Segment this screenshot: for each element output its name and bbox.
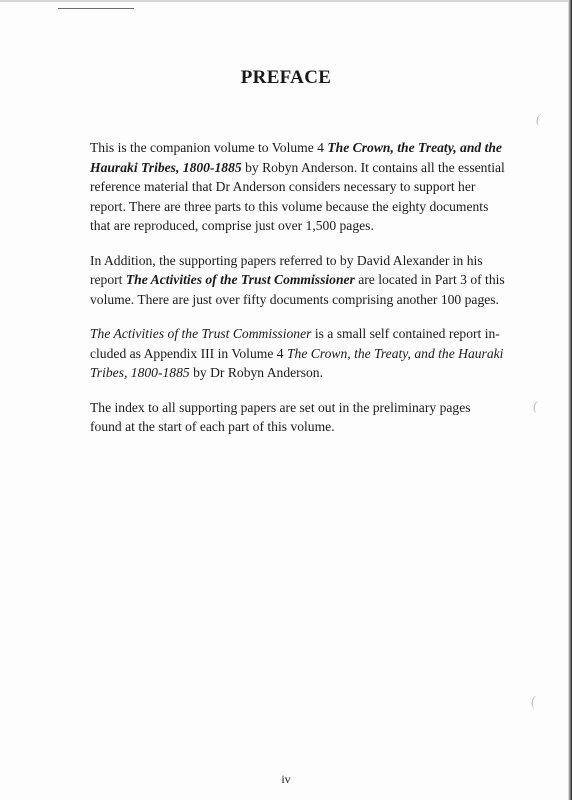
text-run: that are reproduced, comprise just over 1,500 pages.: [90, 218, 374, 233]
header-rule: [58, 8, 134, 9]
title-reference: The Crown, the Treaty, and the: [327, 140, 502, 155]
page-number: iv: [281, 772, 291, 786]
text-run: by Robyn Anderson. It contains all the essential: [241, 159, 505, 175]
text-run: The index to all supporting papers are set out in the preliminary pages: [90, 399, 471, 415]
title-reference: Hauraki Tribes, 1800-1885: [90, 159, 242, 175]
margin-mark: (: [533, 398, 538, 413]
title-reference: The Activities of the Trust Commissioner: [125, 272, 355, 287]
text-run: cluded as Appendix III in Volume 4: [90, 345, 287, 361]
paragraph: [90, 251, 530, 310]
margin-mark: (: [531, 693, 536, 708]
text-run: This is the companion volume to Volume 4: [90, 140, 328, 155]
text-run: In Addition, the supporting papers referred to by David Alexander in his: [90, 252, 483, 268]
paragraph: [90, 324, 530, 383]
title-reference: Tribes, 1800-1885: [90, 365, 190, 380]
title-reference: The Crown, the Treaty, and the Hauraki: [286, 345, 504, 361]
page-title: PREFACE: [240, 67, 332, 88]
text-run: report: [90, 272, 126, 287]
text-run: reference material that Dr Anderson considers necessary to support her: [90, 179, 476, 194]
title-reference: The Activities of the Trust Commissioner: [90, 326, 312, 341]
text-run: is a small self contained report in-: [311, 326, 500, 341]
text-run: found at the start of each part of this volume.: [90, 419, 335, 434]
text-run: report. There are three parts to this volume because the eighty documents: [90, 198, 489, 214]
text-run: volume. There are just over fifty documents comprising another 100 pages.: [90, 291, 499, 307]
scan-edge-right: [568, 0, 572, 800]
paragraph: [90, 138, 530, 236]
preface-body: [90, 138, 530, 452]
margin-mark: (: [536, 111, 541, 126]
scan-edge-top: [0, 0, 572, 2]
text-run: are located in Part 3 of this: [354, 272, 505, 287]
text-run: by Dr Robyn Anderson.: [189, 365, 323, 380]
paragraph: [90, 398, 530, 437]
